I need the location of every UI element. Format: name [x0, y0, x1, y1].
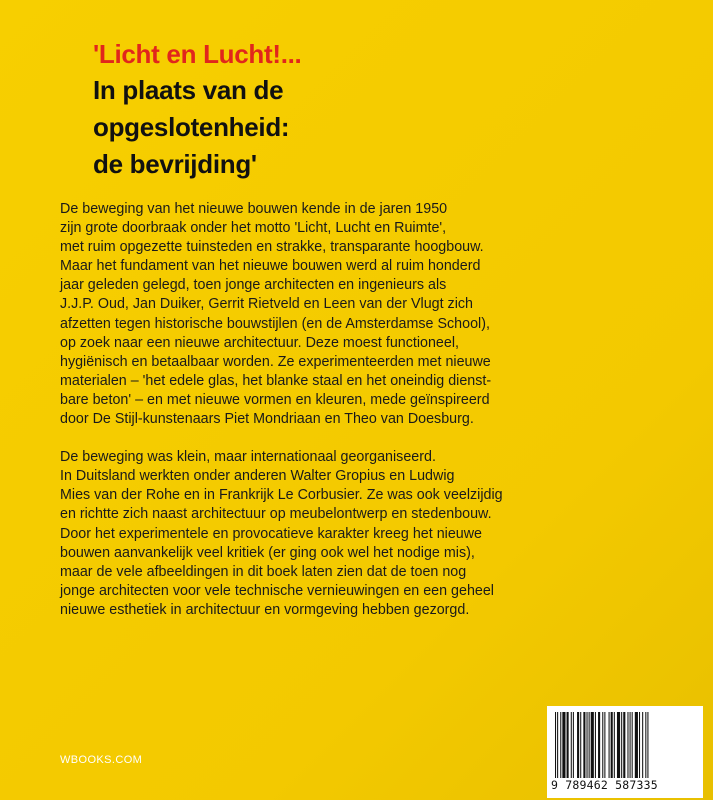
barcode-bar: [567, 712, 569, 778]
text-line: jonge architecten voor vele technische vernieuwingen en een geheel: [60, 582, 494, 599]
text-line: met ruim opgezette tuinsteden en strakke, transparante hoogbouw.: [60, 239, 484, 256]
barcode-bar: [614, 712, 615, 778]
text-line: De beweging was klein, maar internationaal georganiseerd.: [60, 449, 436, 466]
text-line: Door het experimentele en provocatieve karakter kreeg het nieuwe: [60, 525, 482, 542]
headline-line-4: de bevrijding': [93, 149, 257, 179]
barcode-bar: [595, 712, 596, 778]
barcode-bar: [589, 712, 590, 778]
text-line: en richtte zich naast architectuur op meubelontwerp en stedenbouw.: [60, 506, 492, 523]
headline: [93, 36, 653, 183]
barcode-bar: [598, 712, 600, 778]
barcode-bar: [639, 712, 640, 778]
text-line: De beweging van het nieuwe bouwen kende in de jaren 1950: [60, 201, 448, 217]
barcode-bar: [560, 712, 561, 778]
barcode-bar: [591, 712, 594, 778]
headline-line-2: In plaats van de: [93, 75, 284, 105]
paragraph-1: [60, 200, 620, 429]
barcode-bar: [630, 712, 631, 778]
text-line: afzetten tegen historische bouwstijlen (en de Amsterdamse School),: [60, 315, 490, 332]
barcode-bar: [587, 712, 588, 778]
isbn-number: 9 789462 587335: [551, 778, 658, 792]
text-line: In Duitsland werkten onder anderen Walter Gropius en Ludwig: [60, 468, 455, 485]
barcode-bar: [562, 712, 565, 778]
text-line: jaar geleden gelegd, toen jonge architecten en ingenieurs als: [60, 277, 447, 294]
text-line: nieuwe esthetiek in architectuur en vormgeving hebben gezorgd.: [60, 601, 470, 618]
barcode-bar: [609, 712, 610, 778]
barcode-bar: [571, 712, 572, 778]
barcode-bar: [583, 712, 585, 778]
text-line: bare beton' – en met nieuwe vormen en kleuren, mede geïnspireerd: [60, 391, 490, 408]
barcode-bar: [557, 712, 558, 778]
headline-line-3: opgeslotenheid:: [93, 112, 290, 142]
text-line: maar de vele afbeeldingen in dit boek laten zien dat de toen nog: [60, 563, 467, 580]
barcode-bar: [577, 712, 579, 778]
text-line: hygiënisch en betaalbaar worden. Ze experimenteerden met nieuwe: [60, 353, 491, 370]
text-line: J.J.P. Oud, Jan Duiker, Gerrit Rietveld en Leen van der Vlugt zich: [60, 296, 473, 313]
blurb: [60, 200, 620, 639]
paragraph-2: [60, 448, 620, 620]
barcode-bar: [642, 712, 643, 778]
isbn-barcode: [547, 706, 703, 798]
text-line: op zoek naar een nieuwe architectuur. Deze moest functioneel,: [60, 334, 459, 351]
barcode-bar: [645, 712, 646, 778]
barcode-bars: [555, 712, 695, 778]
barcode-bar: [627, 712, 628, 778]
barcode-bar: [555, 712, 556, 778]
text-line: door De Stijl-kunstenaars Piet Mondriaan en Theo van Doesburg.: [60, 411, 474, 428]
text-line: zijn grote doorbraak onder het motto 'Licht, Lucht en Ruimte',: [60, 220, 447, 237]
text-line: bouwen aanvankelijk veel kritiek (er ging ook wel het nodige mis),: [60, 544, 475, 561]
barcode-bar: [604, 712, 605, 778]
barcode-bar: [621, 712, 622, 778]
barcode-bar: [632, 712, 633, 778]
headline-line-1: 'Licht en Lucht!...: [93, 39, 302, 69]
barcode-bar: [623, 712, 625, 778]
text-line: Mies van der Rohe en in Frankrijk Le Corbusier. Ze was ook veelzijdig: [60, 487, 503, 504]
barcode-bar: [602, 712, 603, 778]
text-line: Maar het fundament van het nieuwe bouwen werd al ruim honderd: [60, 258, 481, 275]
barcode-bar: [580, 712, 581, 778]
publisher-website: WBOOKS.COM: [60, 754, 143, 766]
barcode-bar: [573, 712, 574, 778]
barcode-bar: [617, 712, 620, 778]
barcode-bar: [611, 712, 613, 778]
barcode-bar: [647, 712, 648, 778]
barcode-bar: [635, 712, 638, 778]
text-line: materialen – 'het edele glas, het blanke staal en het oneindig dienst-: [60, 372, 492, 389]
